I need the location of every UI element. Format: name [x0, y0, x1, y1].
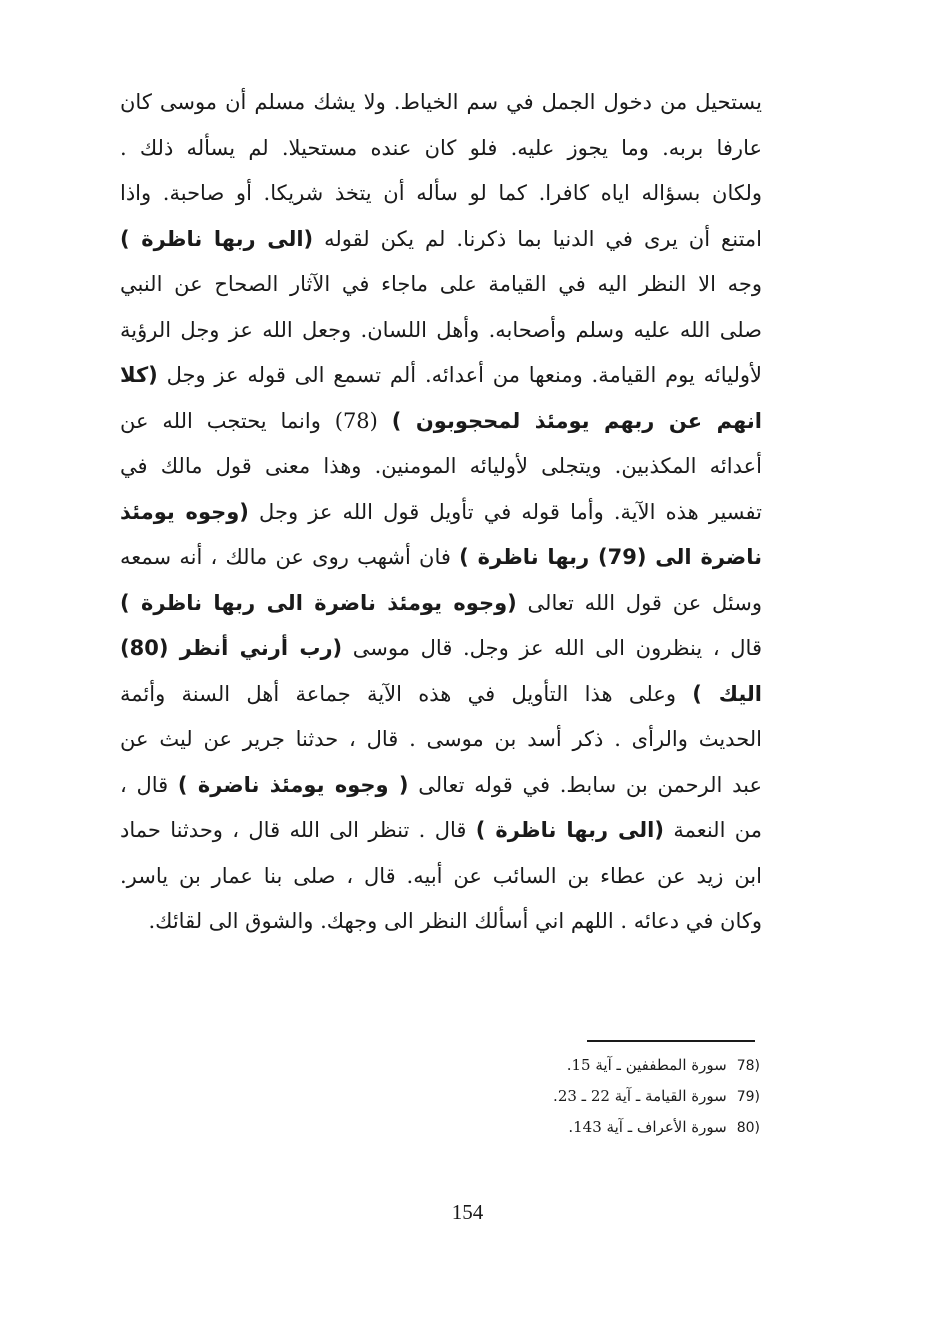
text-line	[120, 672, 762, 718]
text-line	[120, 581, 762, 627]
footnote-number: 80)	[736, 1120, 760, 1136]
text-segment: صلى الله عليه وسلم وأصحابه. وأهل اللسان. وجعل الله عز وجل الرؤية	[120, 317, 762, 342]
text-line	[120, 444, 762, 490]
text-segment: لأوليائه يوم القيامة. ومنعها من أعدائه. ألم تسمع الى قوله عز وجل	[157, 363, 762, 387]
footnote-text: سورة المطففين ـ آية 15.	[566, 1056, 727, 1074]
text-line	[120, 399, 762, 445]
text-line	[120, 308, 762, 354]
text-line	[120, 171, 762, 217]
body-text	[120, 80, 762, 945]
quran-quote: اليك )	[692, 681, 762, 706]
text-segment: عبد الرحمن بن سابط. في قوله تعالى	[408, 772, 762, 797]
quran-quote: ( وجوه يومئذ ناضرة )	[177, 772, 409, 797]
text-segment: أعدائه المكذبين. ويتجلى لأوليائه المومنين. وهذا معنى قول مالك في	[120, 454, 762, 478]
text-segment: قال . تنظر الى الله قال ، وحدثنا حماد	[120, 818, 476, 842]
quran-quote: انهم عن ربهم يومئذ لمحجوبون )	[391, 408, 762, 433]
text-segment: عارفا بربه. وما يجوز عليه. فلو كان عنده مستحيلا. لم يسأله ذلك .	[120, 135, 762, 160]
text-segment: وسئل عن قول الله تعالى	[516, 590, 762, 615]
text-segment: فان أشهب روى عن مالك ، أنه سمعه	[120, 545, 460, 569]
footnote-text: سورة الأعراف ـ آية 143.	[568, 1118, 727, 1136]
quran-quote: (كلا	[120, 363, 158, 387]
text-line	[120, 717, 762, 763]
quran-quote: ناضرة الى (79) ربها ناظرة )	[459, 545, 762, 569]
quran-quote: (رب أرني أنظر (80)	[120, 636, 343, 660]
text-line	[120, 854, 762, 900]
text-line	[120, 899, 762, 945]
text-line	[120, 262, 762, 308]
text-line	[120, 535, 762, 581]
text-segment: امتنع أن يرى في الدنيا بما ذكرنا. لم يكن لقوله	[313, 226, 762, 251]
text-segment: تفسير هذه الآية. وأما قوله في تأويل قول الله عز وجل	[248, 499, 762, 524]
footnote	[470, 1081, 760, 1112]
text-line	[120, 763, 762, 809]
text-line	[120, 353, 762, 399]
footnote	[470, 1112, 760, 1143]
text-segment: يستحيل من دخول الجمل في سم الخياط. ولا يشك مسلم أن موسى كان	[120, 90, 762, 114]
quran-quote: (الى ربها ناظرة )	[475, 818, 664, 842]
text-segment: الحديث والرأى . ذكر أسد بن موسى . قال ، حدثنا جرير عن ليث عن	[120, 727, 762, 751]
text-segment: قال ، ينظرون الى الله عز وجل. قال موسى	[342, 636, 762, 660]
text-line	[120, 490, 762, 536]
text-line	[120, 80, 762, 126]
quran-quote: (وجوه يومئذ	[120, 499, 249, 524]
text-segment: وجه الا النظر اليه في القيامة على ماجاء في الآثار الصحاح عن النبي	[120, 272, 762, 296]
text-segment: ابن زيد عن عطاء بن السائب عن أبيه. قال ، صلى بنا عمار بن ياسر.	[120, 863, 762, 888]
quran-quote: (وجوه يومئذ ناضرة الى ربها ناظرة )	[120, 590, 517, 615]
quran-quote: (الى ربها ناظرة )	[120, 226, 314, 251]
footnote-number: 79)	[736, 1089, 760, 1105]
text-line	[120, 126, 762, 172]
text-line	[120, 217, 762, 263]
footnote-number: 78)	[736, 1058, 760, 1074]
text-segment: (78) وانما يحتجب الله عن	[120, 408, 392, 433]
text-segment: ولكان بسؤاله اياه كافرا. كما لو سأله أن يتخذ شريكا. أو صاحبة. واذا	[120, 181, 762, 205]
text-line	[120, 808, 762, 854]
text-segment: وكان في دعائه . اللهم اني أسألك النظر الى وجهك. والشوق الى لقائك.	[148, 909, 762, 933]
text-segment: قال ،	[120, 772, 178, 797]
text-segment: من النعمة	[663, 818, 762, 842]
footnotes	[470, 1050, 760, 1143]
page-number: 154	[451, 1200, 484, 1224]
footnote-text: سورة القيامة ـ آية 22 ـ 23.	[553, 1087, 727, 1105]
text-segment: وعلى هذا التأويل في هذه الآية جماعة أهل السنة وأئمة	[120, 681, 693, 706]
footnote-separator	[587, 1040, 755, 1042]
footnote	[470, 1050, 760, 1081]
text-line	[120, 626, 762, 672]
